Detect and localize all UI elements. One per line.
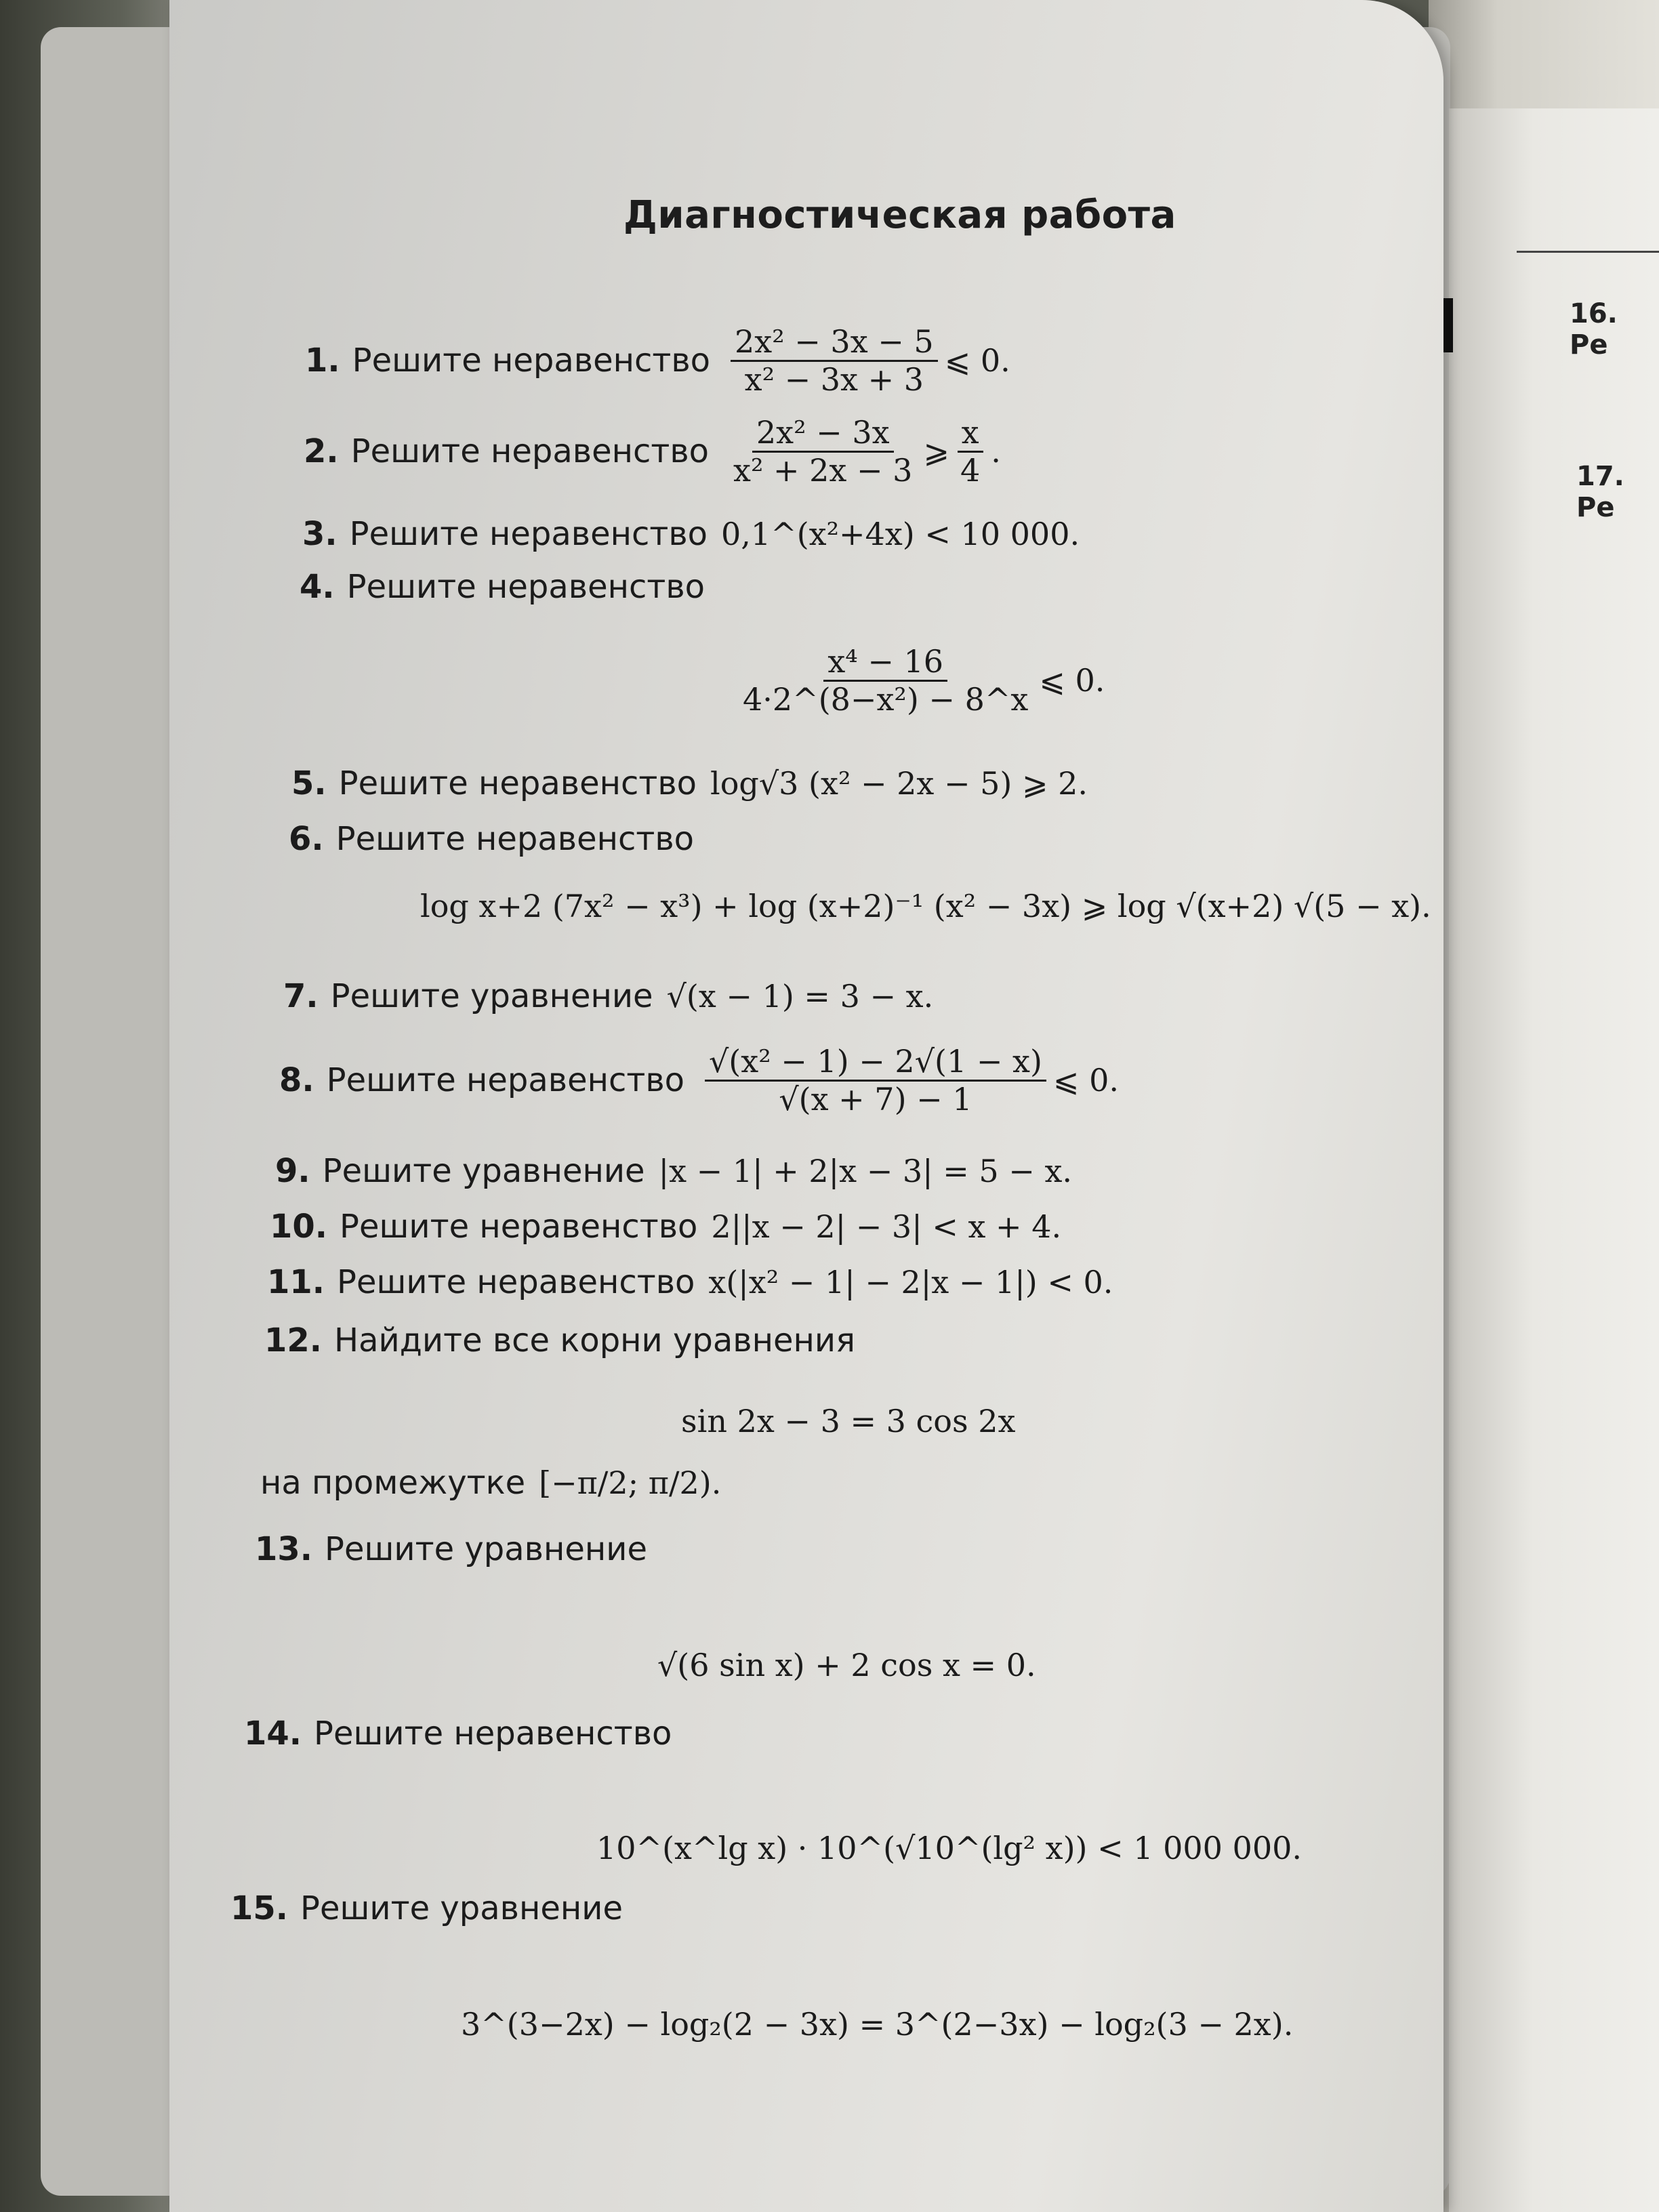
- task-label: Решите неравенство: [337, 1263, 695, 1301]
- numerator: 2x² − 3x: [752, 415, 894, 453]
- task-number: 2.: [304, 432, 339, 471]
- task-13-formula: [657, 1647, 1036, 1683]
- task-number: 8.: [279, 1061, 314, 1100]
- numerator: x: [958, 415, 983, 453]
- expression: 0,1^(x²+4x) < 10 000.: [721, 516, 1080, 552]
- relation: ⩽ 0.: [944, 342, 1010, 380]
- task-number: 5.: [291, 764, 327, 802]
- interval-label: на промежутке: [260, 1464, 526, 1502]
- facing-page-item-16: 16. Ре: [1570, 298, 1618, 361]
- task-label: Решите неравенство: [349, 515, 708, 553]
- task-label: Решите уравнение: [300, 1889, 623, 1927]
- task-number: 3.: [302, 515, 337, 553]
- facing-page: [1449, 108, 1659, 2212]
- task-label: Решите неравенство: [314, 1715, 672, 1753]
- expression: √(6 sin x) + 2 cos x = 0.: [657, 1647, 1036, 1683]
- denominator: 4·2^(8−x²) − 8^x: [743, 680, 1029, 718]
- expression: |x − 1| + 2|x − 3| = 5 − x.: [658, 1153, 1073, 1189]
- task-label: Решите неравенство: [350, 432, 709, 471]
- expression: x(|x² − 1| − 2|x − 1|) < 0.: [708, 1264, 1113, 1300]
- task-number: 11.: [267, 1263, 325, 1301]
- relation: ⩽ 0.: [1052, 1062, 1119, 1099]
- task-12: [264, 1322, 869, 1359]
- task-4: [300, 568, 718, 606]
- task-label: Решите неравенство: [335, 820, 694, 858]
- task-number: 12.: [264, 1322, 323, 1359]
- task-14-formula: [596, 1830, 1302, 1866]
- task-10: [270, 1208, 1061, 1246]
- fraction: [739, 644, 1032, 718]
- task-11: [267, 1263, 1113, 1301]
- task-12-interval: [260, 1464, 721, 1502]
- numerator: x⁴ − 16: [823, 644, 947, 682]
- page-title: Диагностическая работа: [623, 193, 1176, 237]
- binding-mark: [1443, 298, 1453, 352]
- task-2: [304, 415, 1001, 489]
- task-number: 4.: [300, 568, 335, 606]
- task-1: [305, 324, 1010, 398]
- relation: ⩾: [923, 433, 949, 470]
- expression: √(x − 1) = 3 − x.: [666, 978, 934, 1015]
- task-6: [289, 820, 708, 858]
- task-3: [302, 515, 1080, 553]
- expression: log x+2 (7x² − x³) + log (x+2)⁻¹ (x² − 3x) ⩾ log √(x+2) √(5 − x).: [420, 888, 1431, 924]
- expression: 10^(x^lg x) · 10^(√10^(lg² x)) < 1 000 000.: [596, 1830, 1302, 1866]
- task-number: 10.: [270, 1208, 328, 1246]
- denominator: x² − 3x + 3: [744, 361, 924, 398]
- expression: log√3 (x² − 2x − 5) ⩾ 2.: [710, 765, 1088, 802]
- task-9: [275, 1152, 1072, 1190]
- denominator: 4: [960, 451, 981, 489]
- task-number: 7.: [283, 977, 319, 1015]
- period: .: [991, 433, 1001, 470]
- task-15: [230, 1889, 636, 1927]
- task-label: Решите неравенство: [352, 342, 710, 380]
- task-label: Решите неравенство: [340, 1208, 698, 1246]
- task-7: [283, 977, 933, 1015]
- expression: 2||x − 2| − 3| < x + 4.: [711, 1208, 1062, 1245]
- task-14: [244, 1715, 685, 1753]
- fraction: [731, 324, 938, 398]
- facing-page-item-17: 17. Ре: [1576, 461, 1624, 523]
- task-label: Решите неравенство: [338, 764, 697, 802]
- interval: [−π/2; π/2).: [539, 1465, 722, 1501]
- fraction: [729, 415, 916, 489]
- task-label: Решите уравнение: [330, 977, 653, 1015]
- fraction: [705, 1044, 1046, 1118]
- task-13: [255, 1530, 661, 1568]
- task-6-formula: [420, 888, 1431, 924]
- task-label: Найдите все корни уравнения: [334, 1322, 855, 1359]
- task-number: 1.: [305, 342, 340, 380]
- denominator: √(x + 7) − 1: [779, 1080, 972, 1118]
- expression: 3^(3−2x) − log₂(2 − 3x) = 3^(2−3x) − log₂(3 − 2x).: [461, 2006, 1294, 2043]
- task-12-formula: [681, 1403, 1015, 1439]
- task-label: Решите неравенство: [346, 568, 705, 606]
- relation: ⩽ 0.: [1039, 662, 1105, 699]
- task-4-formula: [732, 644, 1105, 718]
- task-5: [291, 764, 1088, 802]
- facing-page-rule: [1517, 251, 1659, 253]
- task-label: Решите уравнение: [322, 1152, 645, 1190]
- task-15-formula: [461, 2006, 1293, 2043]
- task-label: Решите уравнение: [325, 1530, 647, 1568]
- numerator: 2x² − 3x − 5: [731, 324, 938, 362]
- task-number: 13.: [255, 1530, 313, 1568]
- fraction: [956, 415, 984, 489]
- task-number: 6.: [289, 820, 324, 858]
- task-number: 14.: [244, 1715, 302, 1753]
- numerator: √(x² − 1) − 2√(1 − x): [705, 1044, 1046, 1082]
- task-8: [279, 1044, 1119, 1118]
- task-number: 15.: [230, 1889, 289, 1927]
- denominator: x² + 2x − 3: [733, 451, 913, 489]
- task-number: 9.: [275, 1152, 310, 1190]
- task-label: Решите неравенство: [326, 1061, 684, 1100]
- expression: sin 2x − 3 = 3 cos 2x: [681, 1403, 1016, 1439]
